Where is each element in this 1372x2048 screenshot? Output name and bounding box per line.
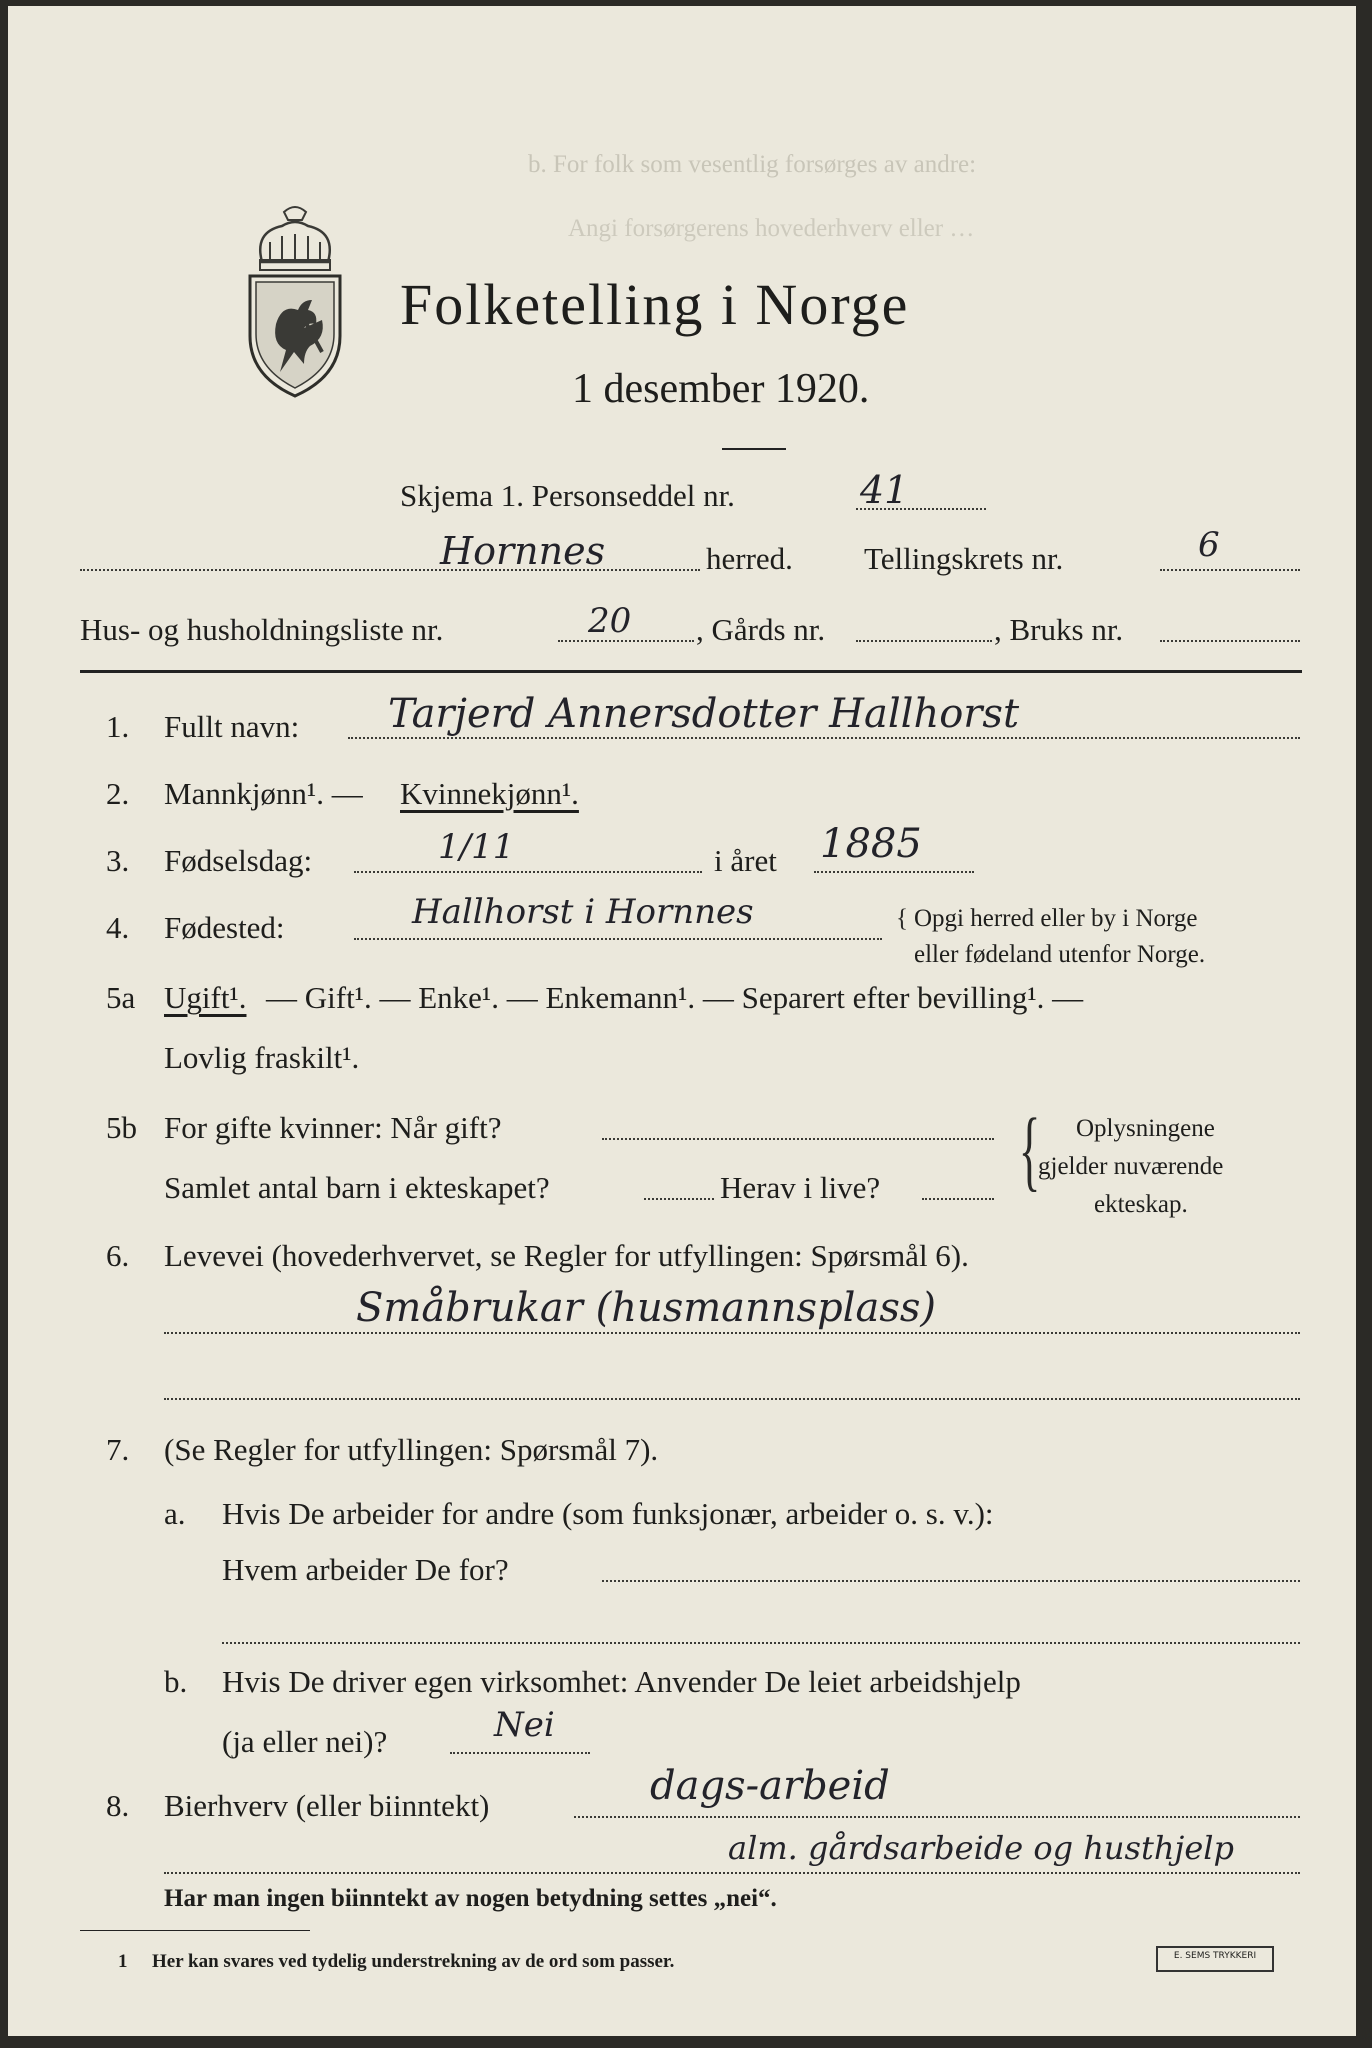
q6-label: Levevei (hovederhvervet, se Regler for utfyllingen: Spørsmål 6). (164, 1238, 969, 1273)
q6-line2 (164, 1398, 1300, 1400)
footnote-text: Her kan svares ved tydelig understrekning av de ord som passer. (152, 1951, 675, 1972)
q4-line (354, 938, 882, 940)
hus-value: 20 (588, 601, 632, 641)
herred-line (80, 569, 700, 571)
q7-label: (Se Regler for utfyllingen: Spørsmål 7). (164, 1432, 659, 1467)
q3-day: 1/11 (438, 827, 515, 867)
norwegian-coat-of-arms-icon (240, 202, 350, 402)
q4-value: Hallhorst i Hornnes (412, 892, 754, 932)
q5b-number: 5b (106, 1110, 137, 1145)
q2-female: Kvinnekjønn¹. (400, 776, 579, 811)
q7a-letter: a. (164, 1496, 186, 1531)
q5a-number: 5a (106, 980, 136, 1015)
printer-stamp (1156, 1946, 1274, 1972)
q5b-herav: Herav i live? (720, 1170, 881, 1205)
q2-male: Mannkjønn¹. — (164, 776, 363, 811)
q7a-line-extra (222, 1642, 1300, 1644)
bruks-line (1160, 640, 1300, 642)
bleed-through-text: Angi forsørgerens hovederhverv eller … (568, 215, 975, 242)
herred-value: Hornnes (440, 529, 606, 573)
q5b-line2: Samlet antal barn i ekteskapet? (164, 1170, 550, 1205)
form-title: Folketelling i Norge (400, 272, 910, 337)
bleed-through-text: b. For folk som vesentlig forsørges av andre: (528, 151, 977, 178)
q5b-gift-line (602, 1138, 994, 1140)
tellingskrets-value: 6 (1198, 525, 1220, 565)
q5b-brace: { (1018, 1101, 1041, 1200)
q3-year-line (814, 871, 974, 873)
q3-day-line (354, 871, 702, 873)
q7b-letter: b. (164, 1664, 188, 1699)
bruks-label: , Bruks nr. (994, 612, 1124, 647)
q4-note: { (896, 905, 908, 932)
q5b-barn-line (644, 1198, 714, 1200)
q5a-options: — Gift¹. — Enke¹. — Enkemann¹. — Separert efter bevilling¹. — (266, 980, 1084, 1015)
q4-note-line1: Opgi herred eller by i Norge (914, 905, 1198, 932)
q5a-ugift: Ugift¹. (164, 980, 247, 1015)
q7a-line (602, 1580, 1300, 1582)
q1-line (348, 737, 1300, 739)
q7a-line2: Hvem arbeider De for? (222, 1552, 509, 1587)
q7a-line1: Hvis De arbeider for andre (som funksjonær, arbeider o. s. v.): (222, 1496, 994, 1531)
q7b-line1: Hvis De driver egen virksomhet: Anvender De leiet arbeidshjelp (222, 1664, 1021, 1699)
q6-number: 6. (106, 1238, 130, 1273)
q5b-note-line1: Oplysningene (1076, 1115, 1215, 1142)
census-date: 1 desember 1920. (572, 366, 870, 412)
hus-label: Hus- og husholdningsliste nr. (80, 612, 444, 647)
tellingskrets-line (1160, 569, 1300, 571)
q3-label: Fødselsdag: (164, 843, 313, 878)
q7b-line2: (ja eller nei)? (222, 1724, 388, 1759)
schema-label: Skjema 1. Personseddel nr. (400, 478, 735, 513)
q8-number: 8. (106, 1788, 130, 1823)
census-form (8, 6, 1356, 2036)
header-divider (80, 670, 1302, 673)
q8-note: Har man ingen biinntekt av nogen betydning settes „nei“. (164, 1885, 777, 1912)
q8-line2 (164, 1872, 1300, 1874)
q8-line1 (574, 1816, 1300, 1818)
q2-number: 2. (106, 776, 130, 811)
printer-stamp-text: E. SEMS TRYKKERI (1173, 1951, 1257, 1961)
q4-number: 4. (106, 910, 130, 945)
q8-value1: dags-arbeid (650, 1763, 890, 1809)
gards-label: , Gårds nr. (696, 612, 826, 647)
q5b-line1: For gifte kvinner: Når gift? (164, 1110, 502, 1145)
q5b-herav-line (922, 1198, 994, 1200)
q5b-note-line3: ekteskap. (1094, 1191, 1188, 1218)
footnote-mark: 1 (118, 1951, 128, 1972)
q3-year: 1885 (820, 821, 922, 867)
q7b-line (450, 1752, 590, 1754)
q3-year-label: i året (714, 843, 777, 878)
q5a-fraskilt: Lovlig fraskilt¹. (164, 1040, 360, 1075)
title-divider (722, 448, 786, 450)
q4-label: Fødested: (164, 910, 285, 945)
gards-line (856, 640, 992, 642)
q8-value2: alm. gårdsarbeide og husthjelp (728, 1829, 1234, 1867)
q6-line1 (164, 1332, 1300, 1334)
footnote-divider (80, 1930, 310, 1931)
q1-value: Tarjerd Annersdotter Hallhorst (388, 691, 1020, 737)
q8-label: Bierhverv (eller biinntekt) (164, 1788, 490, 1823)
herred-label: herred. (706, 541, 793, 576)
q1-number: 1. (106, 709, 130, 744)
q7-number: 7. (106, 1432, 130, 1467)
personseddel-number: 41 (860, 468, 909, 512)
q6-value: Småbrukar (husmannsplass) (356, 1285, 936, 1331)
q5b-note-line2: gjelder nuværende (1038, 1153, 1224, 1180)
tellingskrets-label: Tellingskrets nr. (864, 541, 1064, 576)
q4-note-line2: eller fødeland utenfor Norge. (914, 941, 1206, 968)
q7b-value: Nei (494, 1705, 555, 1745)
q3-number: 3. (106, 843, 130, 878)
q1-label: Fullt navn: (164, 709, 300, 744)
